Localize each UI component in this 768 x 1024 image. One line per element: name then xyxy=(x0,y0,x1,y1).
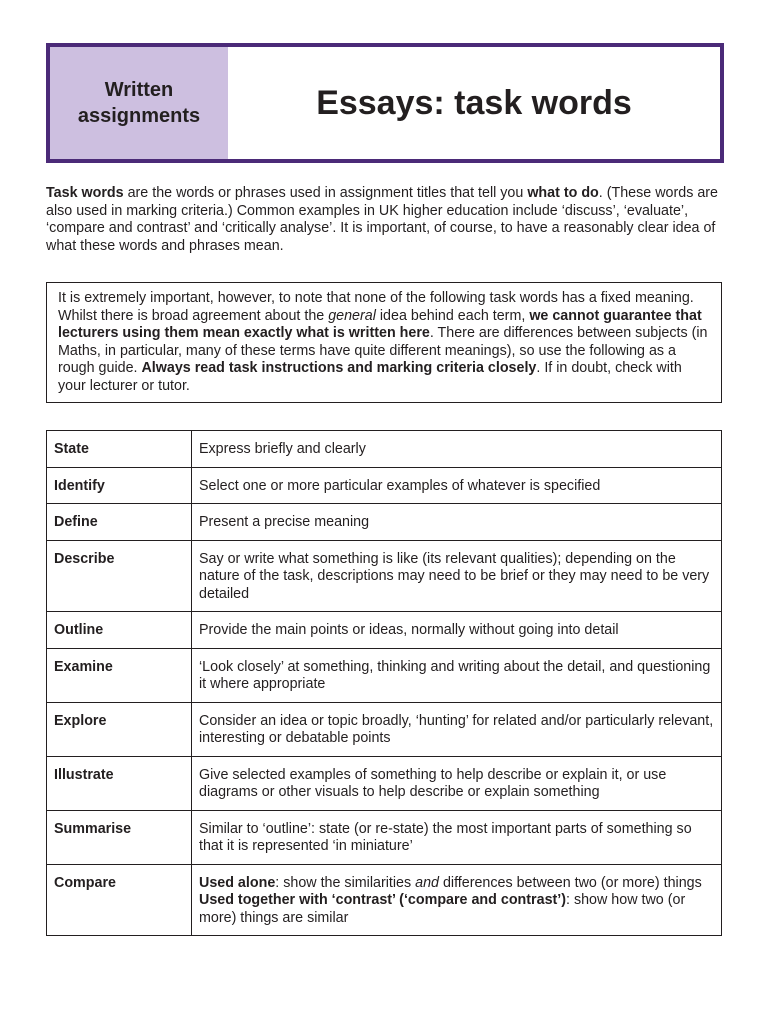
term-cell: Describe xyxy=(47,540,192,612)
compare-italic-and: and xyxy=(415,874,439,891)
section-label xyxy=(50,47,228,159)
compare-used-alone xyxy=(199,875,714,893)
definition-cell: Give selected examples of something to help describe or explain it, or use diagrams or other visuals to help describe or explain something xyxy=(192,756,722,810)
table-row xyxy=(47,756,722,810)
note-paragraph xyxy=(58,290,710,395)
definition-cell xyxy=(192,864,722,936)
term-cell: Compare xyxy=(47,864,192,936)
intro-paragraph xyxy=(46,185,726,255)
note-text-2: idea behind each term, xyxy=(375,307,530,324)
task-words-table xyxy=(46,430,722,936)
term-cell: Illustrate xyxy=(47,756,192,810)
important-note-box xyxy=(46,282,722,403)
intro-bold-task-words: Task words xyxy=(46,185,124,201)
note-text-3: . There are differences between subjects (in Maths, in particular, many of these terms have quite different meanings), so use the following as a rough guide. xyxy=(58,325,708,376)
table-row xyxy=(47,702,722,756)
table-row xyxy=(47,864,722,936)
compare-used-together xyxy=(199,892,714,927)
page-title: Essays: task words xyxy=(316,83,632,122)
intro-text-1: are the words or phrases used in assignment titles that tell you xyxy=(123,185,528,201)
definition-cell: Say or write what something is like (its relevant qualities); depending on the nature of the task, descriptions may need to be brief or they may need to be very detailed xyxy=(192,540,722,612)
term-cell: Define xyxy=(47,504,192,541)
definition-cell: Select one or more particular examples of whatever is specified xyxy=(192,467,722,504)
table-row xyxy=(47,810,722,864)
compare-text-3: : show how two (or more) things are similar xyxy=(199,892,686,926)
section-label-line2: assignments xyxy=(77,105,201,127)
note-bold-always-read: Always read task instructions and marking criteria closely xyxy=(141,360,537,376)
intro-bold-what-to-do: what to do xyxy=(527,185,599,201)
note-text-4: . If in doubt, check with your lecturer or tutor. xyxy=(58,360,682,394)
definition-cell: Present a precise meaning xyxy=(192,504,722,541)
table-row xyxy=(47,504,722,541)
term-cell: Summarise xyxy=(47,810,192,864)
note-italic-general: general xyxy=(328,307,376,324)
compare-used-alone-label: Used alone xyxy=(199,874,276,891)
table-row xyxy=(47,540,722,612)
definition-cell: Provide the main points or ideas, normally without going into detail xyxy=(192,612,722,649)
term-cell: Explore xyxy=(47,702,192,756)
term-cell: Outline xyxy=(47,612,192,649)
compare-text-1: : show the similarities xyxy=(275,874,416,891)
compare-text-2: differences between two (or more) things xyxy=(438,874,702,891)
table-row xyxy=(47,612,722,649)
note-bold-guarantee: we cannot guarantee that lecturers using them mean exactly what is written here xyxy=(58,307,702,341)
section-label-line1: Written xyxy=(104,79,174,101)
table-row xyxy=(47,648,722,702)
table-row xyxy=(47,431,722,468)
note-text-1: It is extremely important, however, to note that none of the following task words has a fixed meaning. Whilst there is broad agreement about the xyxy=(58,290,694,324)
term-cell: Identify xyxy=(47,467,192,504)
definition-cell: Express briefly and clearly xyxy=(192,431,722,468)
compare-used-together-label: Used together with ‘contrast’ (‘compare and contrast’) xyxy=(199,892,567,908)
definition-cell: Similar to ‘outline’: state (or re-state) the most important parts of something so that it is represented ‘in miniature’ xyxy=(192,810,722,864)
definition-cell: ‘Look closely’ at something, thinking and writing about the detail, and questioning it where appropriate xyxy=(192,648,722,702)
intro-text-2: . (These words are also used in marking criteria.) Common examples in UK higher education include ‘discuss’, ‘evaluate’, ‘compare and contrast’ and ‘critically analyse’. It is important, of course, to have a reasonably clear idea of what these words and phrases mean. xyxy=(46,185,718,254)
term-cell: State xyxy=(47,431,192,468)
definition-cell: Consider an idea or topic broadly, ‘hunting’ for related and/or particularly relevant, interesting or debatable points xyxy=(192,702,722,756)
table-row xyxy=(47,467,722,504)
term-cell: Examine xyxy=(47,648,192,702)
page-header xyxy=(46,43,724,163)
